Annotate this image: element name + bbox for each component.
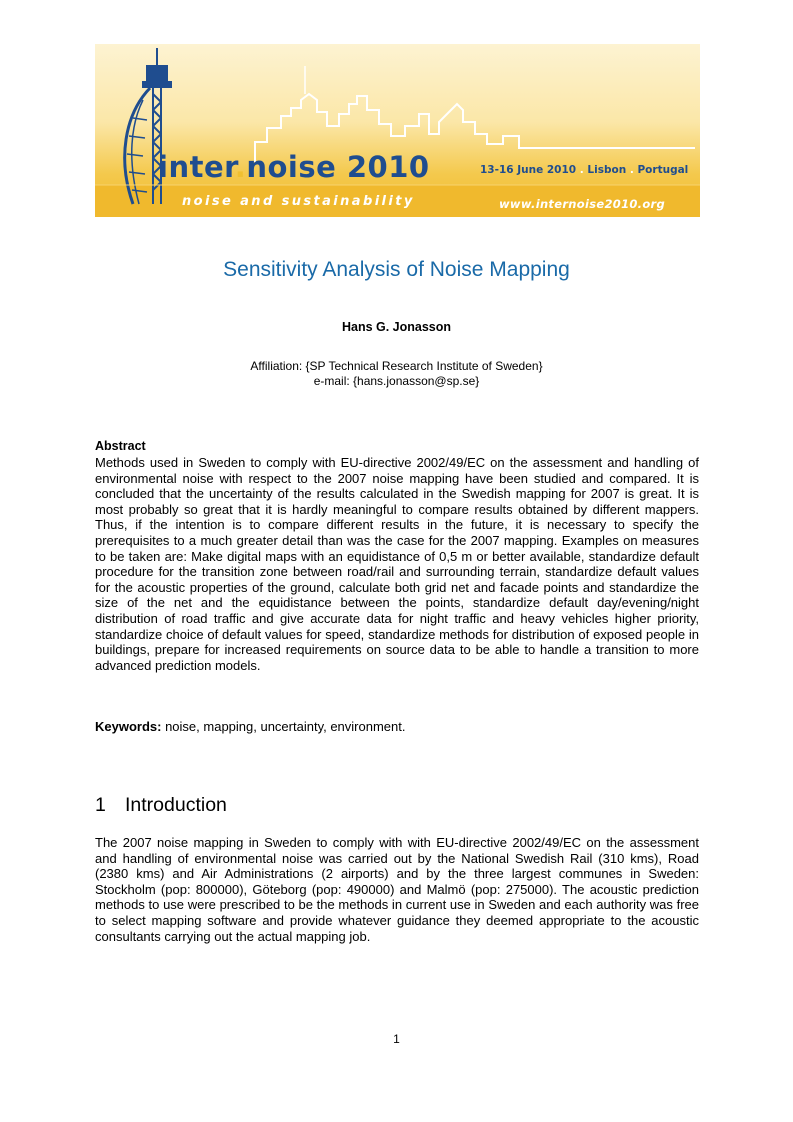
banner-artwork: [95, 44, 700, 217]
date-separator: .: [579, 164, 584, 176]
conference-dates-location: [480, 164, 688, 176]
conference-dates: 13-16 June 2010: [480, 164, 577, 176]
brand-part2: noise 2010: [246, 150, 430, 184]
brand-logotype: [158, 150, 430, 184]
introduction-paragraph: The 2007 noise mapping in Sweden to comply with with EU-directive 2002/49/EC on the assessment and handling of environmental noise was carried out by the National Swedish Rail (310 kms), Road (2380 kms) and Air Administrations (2 airports) and by the three largest communes in Sweden: Stockholm (pop: 800000), Göteborg (pop: 490000) and Malmö (pop: 275000). The acoustic prediction methods to use were prescribed to be the methods in current use in Sweden and each authority was free to select mapping software and provide whatever guidance they deemed appropriate to the acoustic consultants carrying out the actual mapping job.: [95, 835, 699, 944]
brand-dot: .: [234, 150, 247, 184]
section-title: Introduction: [125, 794, 227, 816]
keywords-line: [95, 719, 699, 735]
conference-city: Lisbon: [587, 164, 627, 176]
brand-part1: inter: [158, 150, 235, 184]
keywords-text: noise, mapping, uncertainty, environment.: [161, 719, 406, 734]
abstract-text: Methods used in Sweden to comply with EU-directive 2002/49/EC on the assessment and handling of environmental noise with respect to the 2007 noise mapping have been studied and compared. It is concluded that the uncertainty of the results calculated in the Swedish mapping for 2007 is great. It is most probably so great that it is hardly meaningful to compare results obtained by different mappers. Thus, if the intention is to compare different results in the future, it is necessary to specify the prerequisites to a much greater detail than was the case for the 2007 mapping. Examples on measures to be taken are: Make digital maps with an equidistance of 0,5 m or better available, standardize default procedure for the transition zone between road/rail and surrounding terrain, standardize default values for the acoustic properties of the ground, calculate both grid net and facade points and standardize the size of the net and the equidistance between the points, standardize default day/evening/night distribution of road traffic and give accurate data for night traffic and heavy vehicles higher priority, standardize choice of default values for speed, standardize methods for distribution of exposed people in buildings, prepare for increased requirements on source data to be able to handle a transition to more advanced prediction models.: [95, 455, 699, 673]
abstract-heading: Abstract: [95, 439, 146, 453]
page-number: 1: [393, 1032, 400, 1046]
section-heading-introduction: [95, 794, 227, 817]
paper-title: Sensitivity Analysis of Noise Mapping: [223, 258, 570, 281]
conference-banner: [95, 44, 700, 217]
conference-website: www.internoise2010.org: [499, 197, 666, 211]
author-email: e-mail: {hans.jonasson@sp.se}: [313, 374, 480, 388]
section-number: 1: [95, 794, 106, 816]
author-affiliation: Affiliation: {SP Technical Research Institute of Sweden}: [250, 359, 543, 373]
paper-author: Hans G. Jonasson: [341, 320, 452, 334]
city-separator: .: [629, 164, 634, 176]
conference-country: Portugal: [637, 164, 689, 176]
keywords-label: Keywords:: [95, 719, 162, 734]
brand-tagline: noise and sustainability: [182, 194, 415, 209]
author-affiliation-block: [0, 359, 793, 389]
